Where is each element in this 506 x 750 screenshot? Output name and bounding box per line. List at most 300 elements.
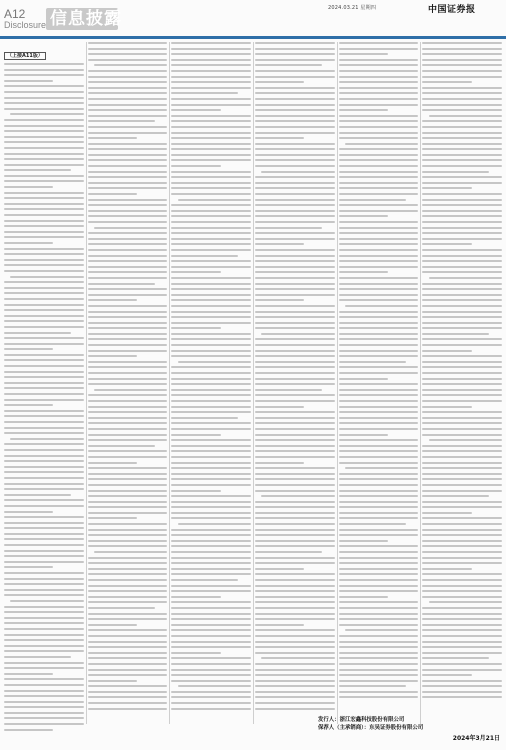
text-line	[339, 271, 388, 273]
text-line	[255, 137, 304, 139]
text-line	[422, 199, 502, 201]
text-line	[171, 327, 220, 329]
text-line	[171, 59, 251, 61]
text-line	[339, 333, 419, 335]
text-line	[422, 534, 502, 536]
text-line	[88, 143, 168, 145]
text-line	[171, 98, 251, 100]
text-line	[422, 143, 502, 145]
text-line	[255, 361, 335, 363]
text-line	[4, 371, 84, 373]
text-line	[255, 422, 335, 424]
text-line	[171, 383, 251, 385]
text-line	[255, 210, 335, 212]
text-line	[4, 511, 53, 513]
text-line	[339, 137, 419, 139]
text-line	[88, 517, 137, 519]
text-line	[171, 243, 251, 245]
text-line	[171, 333, 251, 335]
text-line	[88, 87, 168, 89]
text-line	[255, 568, 304, 570]
text-line	[4, 471, 84, 473]
text-line	[255, 238, 335, 240]
text-line	[4, 348, 53, 350]
text-line	[171, 669, 251, 671]
text-line	[88, 484, 168, 486]
text-line	[422, 176, 502, 178]
text-line	[4, 499, 84, 501]
text-line	[339, 59, 419, 61]
text-line	[422, 629, 502, 631]
text-line	[422, 338, 502, 340]
text-line	[94, 64, 167, 66]
text-line	[422, 484, 502, 486]
text-line	[88, 568, 168, 570]
text-line	[422, 445, 502, 447]
text-line	[171, 708, 251, 710]
text-line	[339, 255, 419, 257]
text-line	[422, 573, 502, 575]
text-line	[88, 473, 168, 475]
text-line	[171, 674, 251, 676]
text-line	[339, 601, 419, 603]
text-line	[339, 165, 419, 167]
text-line	[88, 159, 168, 161]
text-line	[88, 691, 168, 693]
text-line	[255, 42, 335, 44]
text-line	[171, 467, 251, 469]
text-column-4	[255, 42, 335, 724]
text-line	[422, 624, 502, 626]
text-line	[88, 48, 168, 50]
text-line	[339, 48, 419, 50]
text-line	[422, 243, 471, 245]
text-line	[4, 214, 84, 216]
text-line	[88, 350, 168, 352]
text-line	[171, 249, 251, 251]
text-line	[171, 613, 251, 615]
text-line	[88, 81, 168, 83]
text-line	[171, 126, 251, 128]
text-line	[422, 305, 502, 307]
text-line	[171, 501, 251, 503]
text-line	[4, 304, 84, 306]
text-line	[255, 76, 335, 78]
text-line	[88, 355, 137, 357]
text-line	[171, 434, 220, 436]
text-line	[339, 238, 419, 240]
text-line	[171, 165, 220, 167]
text-line	[255, 624, 304, 626]
text-line	[171, 411, 251, 413]
text-line	[4, 242, 53, 244]
text-line	[88, 165, 168, 167]
text-line	[339, 42, 419, 44]
text-line	[255, 366, 335, 368]
text-line	[255, 685, 335, 687]
text-line	[255, 394, 335, 396]
text-line	[171, 316, 251, 318]
section-title: 信息披露	[50, 9, 122, 29]
text-line	[88, 646, 168, 648]
text-line	[255, 501, 335, 503]
text-line	[171, 680, 251, 682]
text-line	[422, 417, 502, 419]
text-line	[339, 657, 419, 659]
text-line	[339, 154, 419, 156]
text-line	[339, 417, 419, 419]
text-line	[255, 115, 335, 117]
text-line	[339, 501, 419, 503]
text-line	[422, 238, 502, 240]
text-line	[261, 171, 334, 173]
text-line	[422, 98, 502, 100]
text-column-6	[422, 42, 502, 724]
text-line	[422, 456, 502, 458]
text-line	[255, 187, 335, 189]
text-line	[339, 361, 406, 363]
text-line	[255, 613, 335, 615]
text-line	[88, 283, 155, 285]
text-line	[88, 316, 168, 318]
text-line	[422, 467, 502, 469]
newspaper-masthead: 中国证券报	[428, 5, 476, 15]
text-line	[339, 316, 419, 318]
text-line	[171, 517, 251, 519]
text-line	[4, 634, 84, 636]
text-line	[4, 466, 84, 468]
text-line	[339, 400, 419, 402]
text-line	[339, 422, 419, 424]
text-line	[88, 618, 168, 620]
text-line	[255, 193, 335, 195]
text-line	[4, 656, 71, 658]
text-line	[339, 406, 419, 408]
text-line	[339, 696, 419, 698]
text-line	[422, 540, 502, 542]
text-line	[339, 277, 419, 279]
footer-date: 2024年3月21日	[452, 735, 500, 742]
text-line	[171, 154, 251, 156]
text-line	[88, 361, 168, 363]
text-line	[339, 311, 419, 313]
text-line	[88, 495, 168, 497]
text-line	[10, 600, 83, 602]
text-line	[422, 607, 502, 609]
text-line	[339, 355, 419, 357]
text-line	[339, 171, 419, 173]
text-line	[339, 132, 419, 134]
text-line	[88, 215, 168, 217]
text-line	[255, 378, 335, 380]
text-line	[422, 613, 502, 615]
text-line	[88, 294, 168, 296]
text-line	[4, 180, 84, 182]
text-line	[171, 445, 251, 447]
text-line	[88, 596, 168, 598]
text-line	[4, 427, 84, 429]
page-footer	[318, 716, 502, 748]
section-english: Disclosure	[4, 20, 47, 30]
text-line	[339, 344, 419, 346]
text-line	[88, 696, 168, 698]
text-line	[88, 255, 168, 257]
text-line	[4, 572, 84, 574]
text-line	[422, 87, 502, 89]
text-line	[88, 187, 168, 189]
text-line	[339, 104, 419, 106]
text-line	[88, 512, 168, 514]
text-line	[255, 573, 335, 575]
text-line	[339, 338, 419, 340]
text-line	[4, 253, 84, 255]
text-line	[339, 512, 419, 514]
text-line	[255, 255, 335, 257]
text-line	[171, 534, 251, 536]
text-line	[4, 220, 84, 222]
text-line	[88, 685, 168, 687]
text-line	[339, 383, 419, 385]
text-line	[171, 618, 251, 620]
text-line	[422, 545, 502, 547]
text-line	[339, 596, 388, 598]
text-line	[339, 350, 419, 352]
text-line	[339, 613, 419, 615]
text-line	[171, 691, 251, 693]
text-line	[339, 53, 388, 55]
text-line	[339, 221, 419, 223]
text-line	[171, 338, 251, 340]
text-line	[4, 387, 84, 389]
text-line	[4, 259, 84, 261]
text-line	[339, 366, 419, 368]
text-line	[88, 579, 168, 581]
text-line	[88, 299, 137, 301]
text-line	[422, 635, 502, 637]
text-line	[255, 104, 335, 106]
text-line	[255, 260, 335, 262]
text-line	[94, 389, 167, 391]
text-line	[255, 439, 335, 441]
text-line	[339, 260, 419, 262]
text-line	[422, 322, 502, 324]
text-line	[88, 428, 168, 430]
text-line	[171, 92, 238, 94]
header-rule	[0, 36, 506, 39]
text-line	[255, 596, 335, 598]
text-line	[4, 130, 84, 132]
text-line	[4, 376, 84, 378]
text-line	[88, 406, 168, 408]
text-line	[171, 255, 238, 257]
text-line	[422, 450, 502, 452]
text-line	[88, 478, 168, 480]
text-line	[255, 294, 335, 296]
text-line	[339, 439, 419, 441]
text-line	[4, 264, 84, 266]
text-line	[4, 662, 84, 664]
text-line	[255, 490, 335, 492]
text-column-2	[88, 42, 168, 724]
text-line	[88, 652, 168, 654]
text-line	[255, 702, 335, 704]
text-line	[422, 411, 502, 413]
text-line	[261, 657, 334, 659]
text-line	[171, 484, 251, 486]
text-line	[10, 276, 83, 278]
text-line	[339, 618, 419, 620]
text-line	[171, 696, 251, 698]
text-line	[422, 187, 471, 189]
text-line	[88, 708, 168, 710]
text-line	[4, 393, 84, 395]
text-line	[4, 85, 84, 87]
text-line	[4, 667, 84, 669]
text-line	[255, 305, 335, 307]
text-line	[339, 81, 419, 83]
text-line	[171, 104, 251, 106]
text-line	[4, 197, 84, 199]
text-line	[339, 669, 419, 671]
text-line	[88, 506, 168, 508]
text-line	[4, 320, 84, 322]
text-line	[255, 159, 335, 161]
text-line	[4, 561, 84, 563]
text-line	[4, 69, 84, 71]
text-line	[339, 478, 419, 480]
text-line	[88, 210, 168, 212]
text-line	[422, 210, 502, 212]
text-line	[339, 299, 419, 301]
text-line	[171, 271, 220, 273]
text-line	[171, 417, 238, 419]
text-line	[255, 87, 335, 89]
text-line	[339, 562, 419, 564]
text-line	[171, 42, 251, 44]
text-line	[88, 344, 168, 346]
text-line	[339, 579, 419, 581]
text-line	[422, 652, 502, 654]
text-line	[422, 271, 502, 273]
text-line	[171, 495, 251, 497]
text-line	[88, 562, 168, 564]
text-line	[422, 685, 502, 687]
text-line	[339, 294, 419, 296]
text-line	[88, 76, 168, 78]
text-line	[422, 227, 502, 229]
column-divider	[420, 42, 421, 724]
text-line	[4, 578, 84, 580]
text-line	[171, 462, 251, 464]
text-line	[339, 607, 419, 609]
text-line	[171, 506, 251, 508]
text-line	[255, 545, 335, 547]
text-line	[422, 221, 502, 223]
text-line	[339, 635, 419, 637]
page-header	[0, 0, 506, 44]
text-line	[339, 64, 419, 66]
text-line	[4, 399, 84, 401]
column-divider	[86, 42, 87, 724]
text-line	[339, 523, 406, 525]
text-line	[178, 199, 251, 201]
text-line	[88, 372, 168, 374]
text-line	[171, 232, 251, 234]
text-line	[4, 80, 53, 82]
text-line	[255, 680, 335, 682]
text-line	[171, 53, 251, 55]
text-line	[339, 473, 419, 475]
text-line	[4, 622, 84, 624]
text-line	[339, 462, 419, 464]
text-line	[422, 691, 502, 693]
text-line	[345, 467, 418, 469]
text-line	[4, 717, 84, 719]
text-line	[4, 169, 71, 171]
text-line	[422, 92, 502, 94]
text-line	[171, 132, 251, 134]
text-line	[339, 159, 419, 161]
text-line	[255, 204, 335, 206]
text-line	[171, 540, 251, 542]
text-line	[339, 87, 419, 89]
text-line	[422, 568, 471, 570]
text-line	[422, 506, 502, 508]
text-line	[171, 322, 251, 324]
text-line	[339, 148, 419, 150]
text-line	[422, 383, 502, 385]
section-label	[4, 7, 47, 31]
text-line	[339, 641, 419, 643]
text-line	[255, 652, 335, 654]
text-line	[339, 98, 419, 100]
text-line	[88, 266, 168, 268]
text-line	[339, 551, 419, 553]
text-line	[4, 186, 53, 188]
text-line	[339, 573, 419, 575]
text-line	[88, 182, 168, 184]
text-line	[422, 478, 502, 480]
text-line	[422, 372, 502, 374]
text-line	[171, 182, 251, 184]
text-line	[88, 333, 168, 335]
text-line	[88, 641, 168, 643]
text-line	[4, 365, 84, 367]
text-line	[255, 635, 335, 637]
text-line	[4, 516, 84, 518]
text-line	[4, 136, 84, 138]
text-line	[171, 702, 251, 704]
text-line	[255, 383, 335, 385]
text-line	[171, 76, 251, 78]
text-line	[339, 517, 419, 519]
text-line	[255, 81, 304, 83]
text-line	[255, 478, 335, 480]
text-line	[429, 439, 502, 441]
text-line	[171, 350, 251, 352]
text-line	[171, 635, 251, 637]
text-line	[88, 171, 168, 173]
continuation-label: （上接A11版）	[4, 52, 46, 60]
text-line	[422, 64, 502, 66]
text-line	[339, 227, 419, 229]
text-line	[422, 389, 502, 391]
text-line	[339, 210, 419, 212]
text-line	[88, 338, 168, 340]
text-line	[422, 109, 502, 111]
text-line	[422, 557, 502, 559]
text-line	[255, 663, 335, 665]
